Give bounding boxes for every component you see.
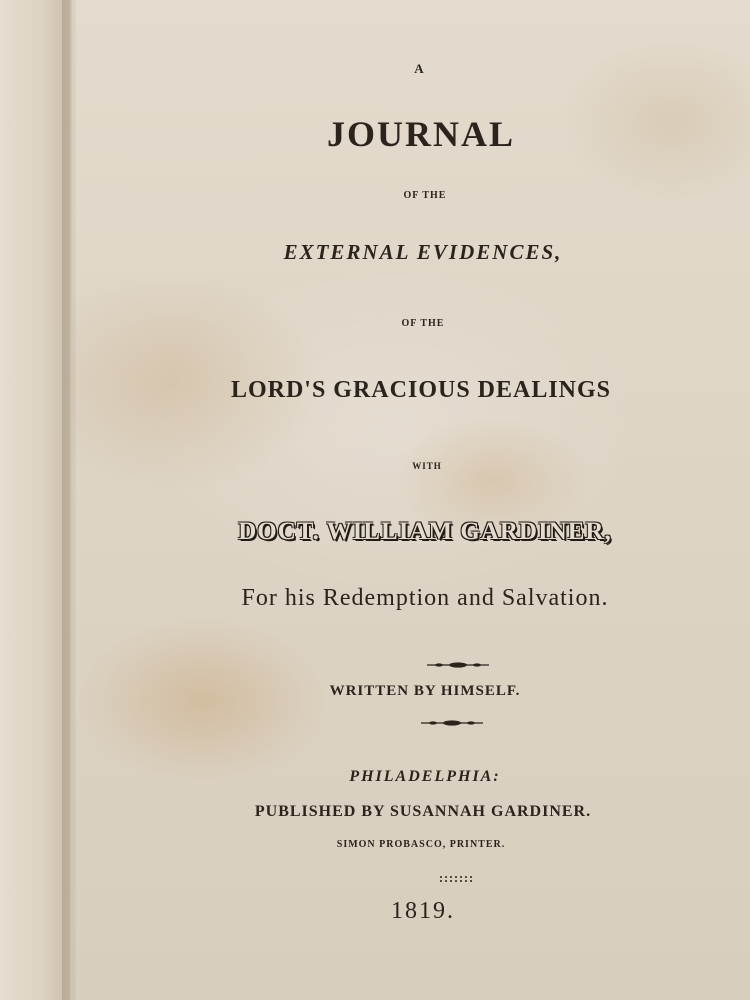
ornamental-rule-bottom <box>421 719 483 727</box>
title-page <box>72 0 750 1000</box>
title-external-evidences: EXTERNAL EVIDENCES, <box>283 240 563 264</box>
ornamental-rule-top <box>427 661 489 669</box>
previous-page-edge <box>0 0 70 1000</box>
imprint-place: PHILADELPHIA: <box>349 768 501 785</box>
written-by-line: WRITTEN BY HIMSELF. <box>329 683 521 699</box>
imprint-year: 1819. <box>391 898 455 924</box>
title-author-name: DOCT. WILLIAM GARDINER, <box>238 518 612 545</box>
ornamental-dots <box>439 874 475 884</box>
title-of-the-2: OF THE <box>401 318 445 329</box>
title-of-the-1: OF THE <box>403 190 447 201</box>
title-with: WITH <box>412 461 442 471</box>
imprint-printer: SIMON PROBASCO, PRINTER. <box>336 839 506 850</box>
title-journal: JOURNAL <box>326 114 515 154</box>
book-gutter <box>62 0 76 1000</box>
imprint-publisher: PUBLISHED BY SUSANNAH GARDINER. <box>254 803 592 820</box>
title-article: A <box>414 61 424 76</box>
title-subtitle: For his Redemption and Salvation. <box>241 585 609 611</box>
title-lords-dealings: LORD'S GRACIOUS DEALINGS <box>230 377 612 403</box>
